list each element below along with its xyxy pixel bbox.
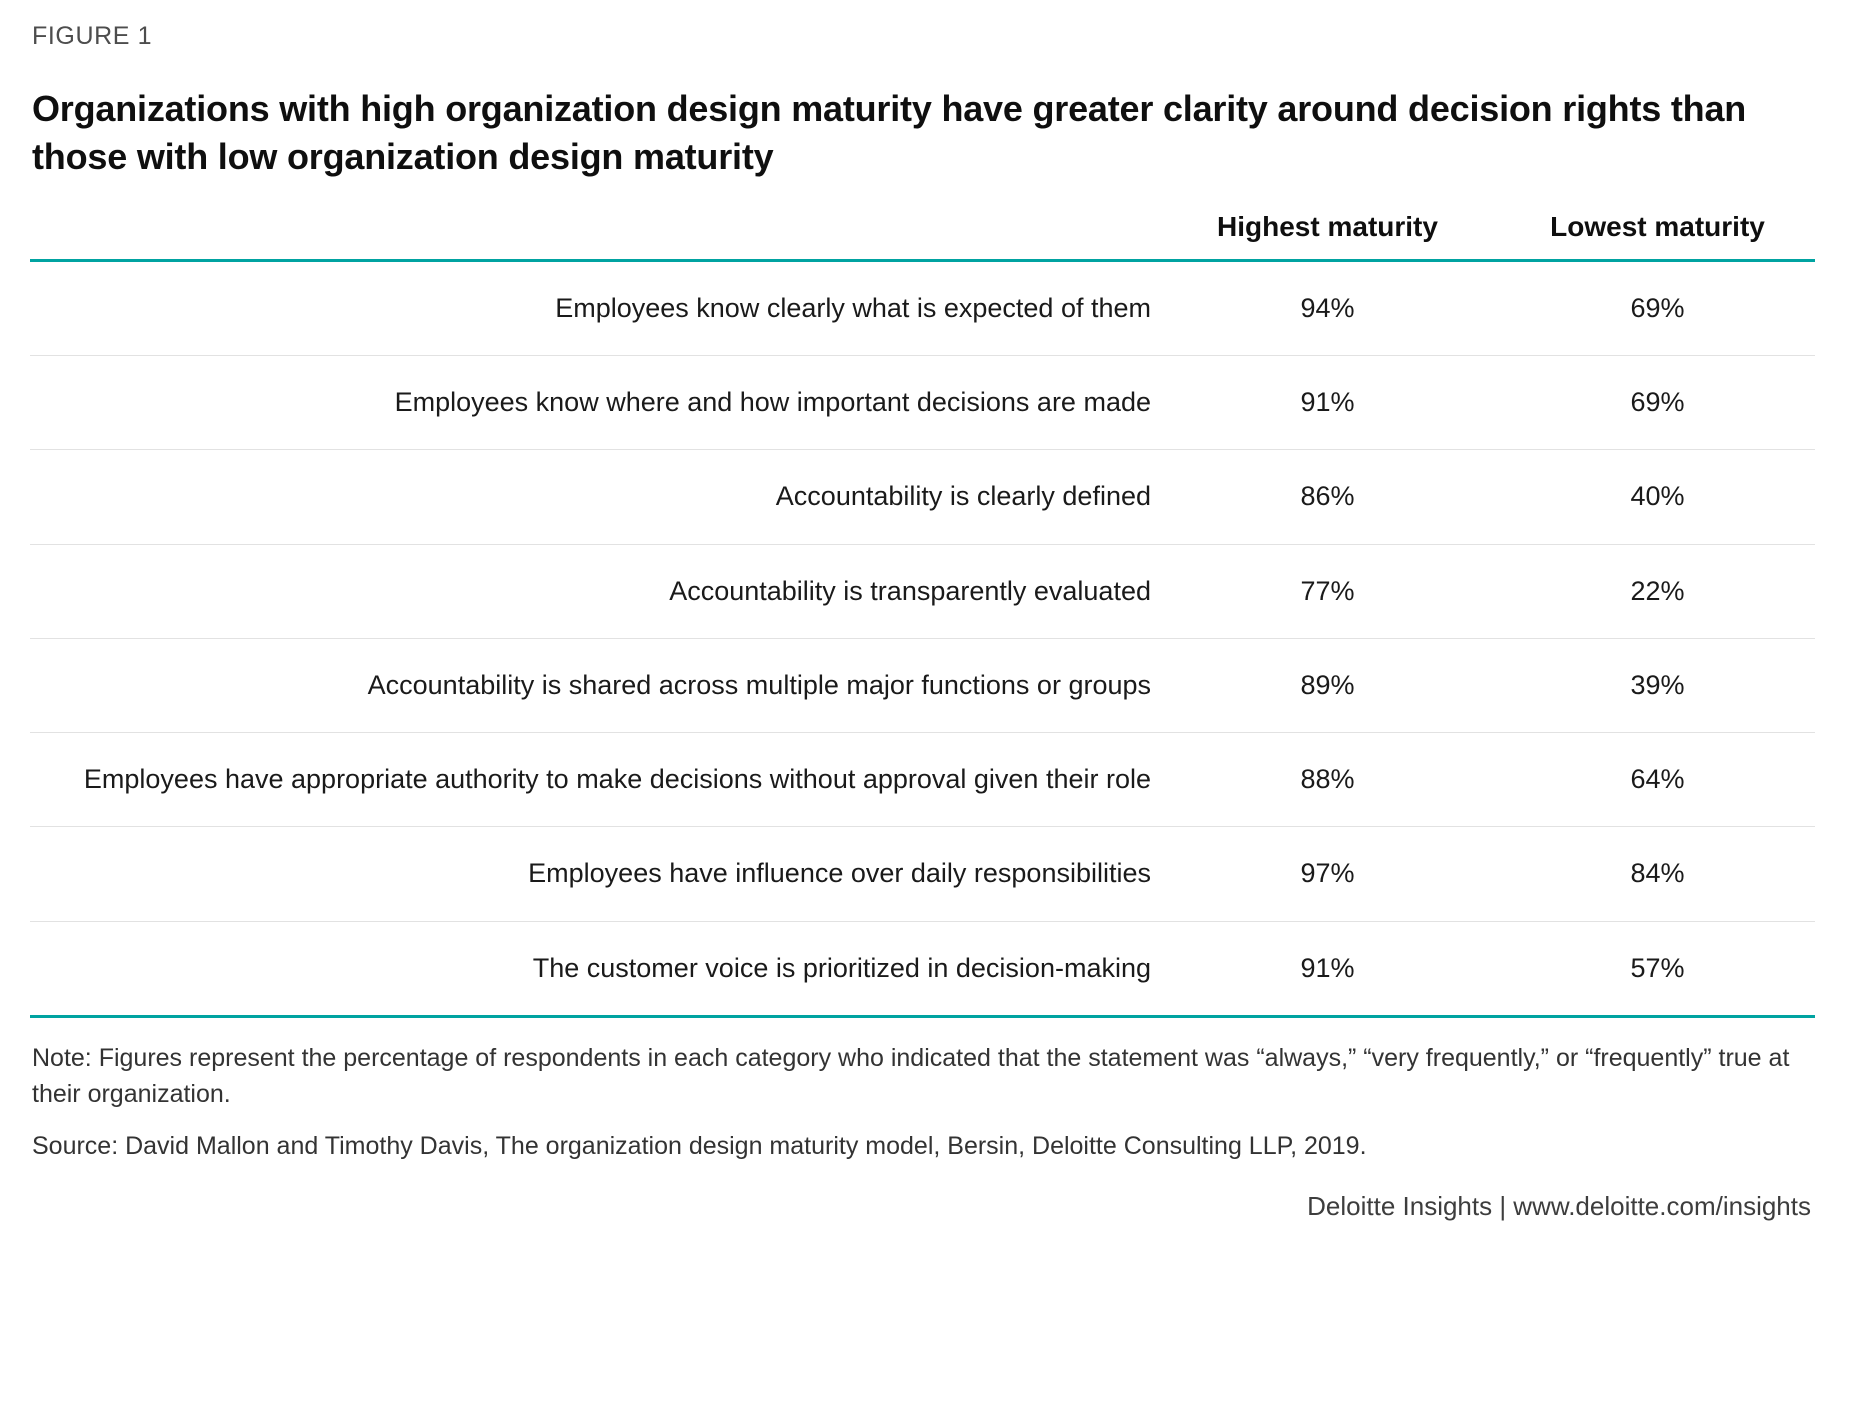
row-statement: Employees know where and how important decisions are made bbox=[30, 356, 1155, 450]
row-highest-value: 97% bbox=[1155, 827, 1500, 921]
row-highest-value: 86% bbox=[1155, 450, 1500, 544]
note-text: Note: Figures represent the percentage of respondents in each category who indicated that the statement was “always,” “very frequently,” or “frequently” true at their organization. bbox=[32, 1043, 1790, 1108]
column-header-statement bbox=[30, 211, 1155, 261]
row-statement: Employees know clearly what is expected of them bbox=[30, 260, 1155, 355]
source-text bbox=[32, 1128, 1815, 1164]
row-statement: Accountability is shared across multiple major functions or groups bbox=[30, 638, 1155, 732]
row-highest-value: 94% bbox=[1155, 260, 1500, 355]
table-row bbox=[30, 450, 1815, 544]
notes-block bbox=[30, 1040, 1815, 1165]
table-header bbox=[30, 211, 1815, 261]
table-body bbox=[30, 260, 1815, 1016]
row-lowest-value: 84% bbox=[1500, 827, 1815, 921]
figure-label: FIGURE 1 bbox=[32, 22, 153, 50]
row-highest-value: 88% bbox=[1155, 733, 1500, 827]
table-row bbox=[30, 260, 1815, 355]
footer-brand: Deloitte Insights | www.deloitte.com/insights bbox=[1307, 1190, 1811, 1221]
row-highest-value: 91% bbox=[1155, 356, 1500, 450]
row-lowest-value: 69% bbox=[1500, 356, 1815, 450]
row-highest-value: 89% bbox=[1155, 638, 1500, 732]
page-title: Organizations with high organization design maturity have greater clarity around decision rights than those with low organization design maturity bbox=[32, 88, 1747, 177]
table-row bbox=[30, 356, 1815, 450]
row-lowest-value: 40% bbox=[1500, 450, 1815, 544]
row-lowest-value: 22% bbox=[1500, 544, 1815, 638]
table-row bbox=[30, 921, 1815, 1016]
row-lowest-value: 57% bbox=[1500, 921, 1815, 1016]
row-statement: Accountability is clearly defined bbox=[30, 450, 1155, 544]
row-lowest-value: 69% bbox=[1500, 260, 1815, 355]
column-header-highest-maturity: Highest maturity bbox=[1155, 211, 1500, 261]
source-title: The organization design maturity model bbox=[495, 1132, 934, 1161]
source-suffix: , Bersin, Deloitte Consulting LLP, 2019. bbox=[933, 1132, 1367, 1161]
row-highest-value: 91% bbox=[1155, 921, 1500, 1016]
row-statement: Employees have appropriate authority to make decisions without approval given their role bbox=[30, 733, 1155, 827]
row-lowest-value: 64% bbox=[1500, 733, 1815, 827]
source-prefix: Source: David Mallon and Timothy Davis, bbox=[32, 1132, 496, 1161]
column-header-lowest-maturity: Lowest maturity bbox=[1500, 211, 1815, 261]
table-row bbox=[30, 638, 1815, 732]
row-lowest-value: 39% bbox=[1500, 638, 1815, 732]
row-statement: The customer voice is prioritized in decision-making bbox=[30, 921, 1155, 1016]
table-row bbox=[30, 544, 1815, 638]
table-row bbox=[30, 827, 1815, 921]
row-statement: Accountability is transparently evaluated bbox=[30, 544, 1155, 638]
row-statement: Employees have influence over daily responsibilities bbox=[30, 827, 1155, 921]
row-highest-value: 77% bbox=[1155, 544, 1500, 638]
data-table bbox=[30, 211, 1815, 1018]
table-row bbox=[30, 733, 1815, 827]
